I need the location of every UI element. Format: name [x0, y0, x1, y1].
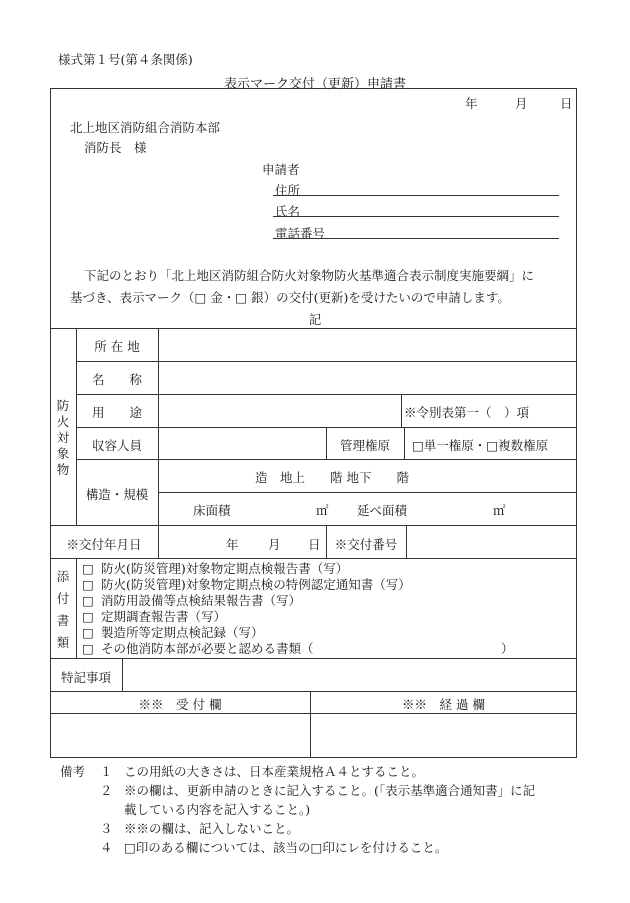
attachment-item[interactable]: □ 消防用設備等点検結果報告書（写）	[82, 593, 301, 608]
remark-item: １ この用紙の大きさは、日本産業規格Ａ４とすること。	[100, 764, 425, 779]
remark-item: ３ ※※の欄は、記入しないこと。	[100, 821, 300, 836]
applicant-phone-field[interactable]	[273, 238, 559, 239]
remarks-label: 備考	[60, 764, 86, 779]
checkbox-icon[interactable]: □	[82, 625, 94, 640]
capacity-label: 収容人員	[91, 438, 142, 453]
attachment-item[interactable]: □ 製造所等定期点検記録（写）	[82, 625, 264, 640]
applicant-address-field[interactable]	[273, 195, 559, 196]
applicant-phone-label: 電話番号	[275, 226, 326, 241]
divider	[50, 328, 577, 329]
divider	[50, 658, 577, 659]
location-label: 所 在 地	[94, 339, 140, 354]
name-label: 名 称	[91, 372, 142, 387]
date-day: 日	[560, 96, 573, 111]
divider	[76, 394, 577, 395]
divider	[50, 713, 577, 714]
use-note: ※令別表第一（ ）項	[404, 405, 530, 420]
issue-month: 月	[268, 537, 281, 552]
issue-day: 日	[308, 537, 321, 552]
issue-number-label: ※交付番号	[334, 537, 398, 552]
attachment-item[interactable]: □ 定期調査報告書（写）	[82, 609, 226, 624]
floors-line[interactable]: 造 地上 階 地下 階	[255, 470, 409, 485]
form-number: 様式第１号(第４条関係)	[58, 52, 193, 67]
issue-date-label: ※交付年月日	[66, 537, 142, 552]
divider	[401, 394, 402, 427]
addressee-chief: 消防長 様	[84, 140, 147, 155]
name-field[interactable]	[160, 365, 575, 392]
applicant-address-label: 住所	[275, 183, 301, 198]
divider	[50, 691, 577, 692]
addressee-org: 北上地区消防組合消防本部	[70, 120, 221, 135]
checkbox-icon[interactable]: □	[82, 609, 94, 624]
checkbox-icon[interactable]: □	[82, 641, 94, 656]
floor-area-label: 床面積	[193, 503, 231, 518]
attachment-item[interactable]: □ 防火(防災管理)対象物定期点検の特例認定通知書（写）	[82, 577, 411, 592]
divider	[50, 525, 577, 526]
checkbox-icon[interactable]: □	[82, 561, 94, 576]
authority-label: 管理権原	[339, 438, 390, 453]
applicant-label: 申請者	[262, 162, 300, 177]
intro-line-1: 下記のとおり「北上地区消防組合防火対象物防火基準適合表示制度実施要綱」に	[84, 268, 535, 283]
remark-item: 載している内容を記入すること。)	[124, 802, 311, 817]
checkbox-icon[interactable]: □	[82, 577, 94, 592]
total-area-unit: ㎡	[493, 503, 506, 518]
divider	[76, 459, 577, 460]
divider	[50, 558, 577, 559]
divider	[76, 558, 77, 658]
authority-options[interactable]: □単一権原・□複数権原	[412, 438, 549, 453]
date-year: 年	[465, 96, 478, 111]
checkbox-icon[interactable]: □	[82, 593, 94, 608]
divider	[76, 361, 577, 362]
attachment-item[interactable]: □ 防火(防災管理)対象物定期点検報告書（写）	[82, 561, 349, 576]
remark-item: ４ □印のある欄については、該当の□印にレを付けること。	[100, 840, 448, 855]
target-group-label: 防火対象物	[56, 398, 70, 477]
issue-number-field[interactable]	[408, 529, 574, 555]
use-field[interactable]	[160, 398, 398, 425]
attachments-list	[82, 561, 513, 657]
use-label: 用 途	[91, 405, 142, 420]
divider	[158, 525, 159, 558]
divider	[404, 427, 405, 459]
ki-heading: 記	[308, 312, 322, 327]
form-title: 表示マーク交付（更新）申請書	[223, 77, 406, 92]
total-area-label: 延べ面積	[357, 503, 408, 518]
capacity-field[interactable]	[160, 431, 323, 457]
progress-label: ※※ 経 過 欄	[402, 697, 485, 712]
applicant-name-field[interactable]	[273, 216, 559, 217]
special-notes-label: 特記事項	[60, 670, 111, 685]
intro-line-2: 基づき、表示マーク（□ 金・□ 銀）の交付(更新)を受けたいので申請します。	[70, 290, 510, 305]
divider	[158, 492, 577, 493]
remark-item: ２ ※の欄は、更新申請のときに記入すること。(「表示基準適合通知書」に記	[100, 783, 536, 798]
location-field[interactable]	[160, 332, 575, 359]
date-month: 月	[515, 96, 528, 111]
divider	[406, 525, 407, 558]
attachments-label: 添付書類	[56, 569, 70, 650]
attachment-item[interactable]: □ その他消防本部が必要と認める書類（ ）	[82, 641, 514, 656]
reception-label: ※※ 受 付 欄	[138, 697, 222, 712]
special-notes-field[interactable]	[124, 661, 574, 688]
structure-label: 構造・規模	[85, 487, 149, 502]
divider	[122, 658, 123, 691]
applicant-name-label: 氏名	[275, 204, 301, 219]
floor-area-unit: ㎡	[316, 503, 329, 518]
issue-year: 年	[226, 537, 239, 552]
remarks-list	[100, 762, 535, 857]
